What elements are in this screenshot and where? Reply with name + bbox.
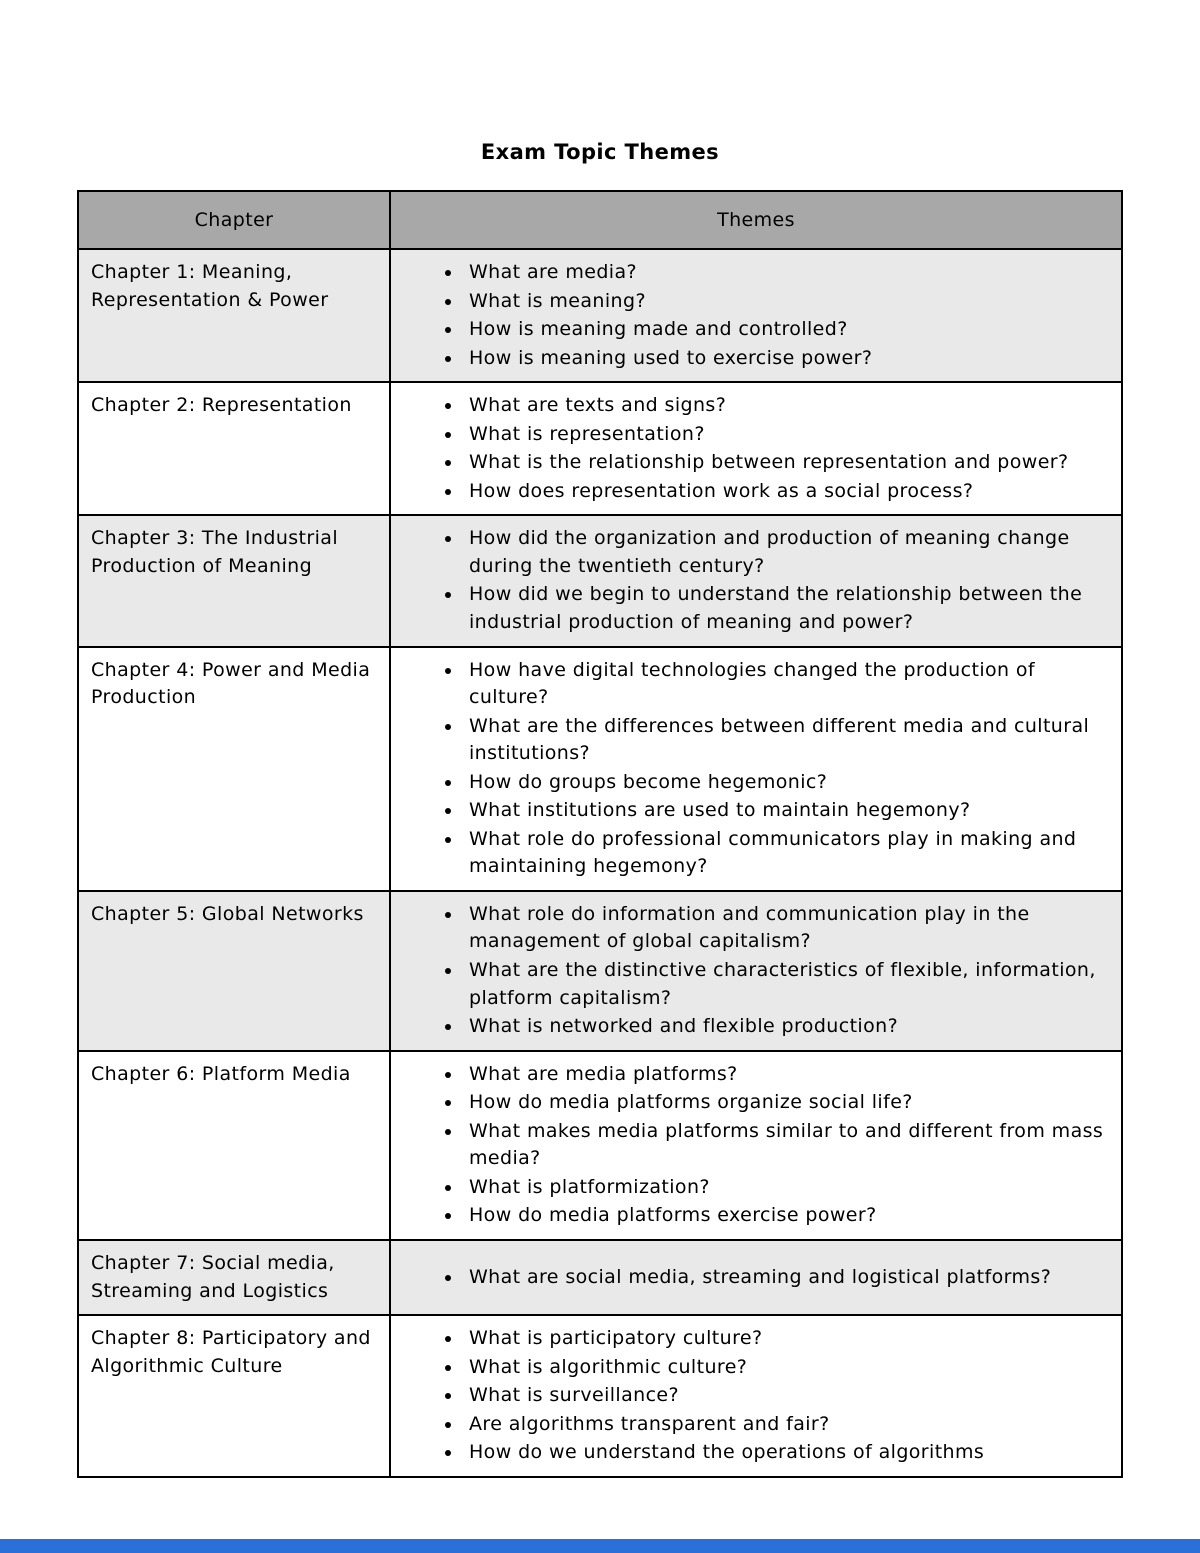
themes-cell	[390, 515, 1122, 646]
theme-item: • What is representation?	[463, 421, 1111, 449]
column-header-themes: Themes	[390, 191, 1122, 249]
chapter-cell: Chapter 8: Participatory and Algorithmic Culture	[78, 1315, 390, 1477]
theme-item: • How did the organization and production of meaning change during the twentieth century?	[463, 525, 1111, 580]
table-body	[78, 249, 1122, 1477]
chapter-cell: Chapter 7: Social media, Streaming and Logistics	[78, 1240, 390, 1315]
theme-item: • How does representation work as a social process?	[463, 478, 1111, 506]
table-row	[78, 1315, 1122, 1477]
table-row	[78, 647, 1122, 891]
theme-item: • What is surveillance?	[463, 1382, 1111, 1410]
theme-item: • How do media platforms exercise power?	[463, 1202, 1111, 1230]
theme-item: • What are media?	[463, 259, 1111, 287]
theme-item: • What is participatory culture?	[463, 1325, 1111, 1353]
theme-item: • How do media platforms organize social life?	[463, 1089, 1111, 1117]
table-row	[78, 1051, 1122, 1240]
themes-list	[391, 259, 1111, 372]
table-row	[78, 1240, 1122, 1315]
table-row	[78, 382, 1122, 515]
table-header	[78, 191, 1122, 249]
theme-item: • Are algorithms transparent and fair?	[463, 1411, 1111, 1439]
themes-list	[391, 392, 1111, 505]
theme-item: • How is meaning used to exercise power?	[463, 345, 1111, 373]
theme-item: • What is meaning?	[463, 288, 1111, 316]
theme-item: • What is algorithmic culture?	[463, 1354, 1111, 1382]
theme-item: • What makes media platforms similar to and different from mass media?	[463, 1118, 1111, 1173]
themes-list	[391, 1325, 1111, 1467]
themes-list	[391, 901, 1111, 1041]
theme-item: • How is meaning made and controlled?	[463, 316, 1111, 344]
themes-cell	[390, 891, 1122, 1051]
exam-topic-themes-table	[77, 190, 1123, 1478]
theme-item: • What are the differences between different media and cultural institutions?	[463, 713, 1111, 768]
themes-cell	[390, 249, 1122, 382]
table-row	[78, 249, 1122, 382]
chapter-cell: Chapter 3: The Industrial Production of Meaning	[78, 515, 390, 646]
chapter-cell: Chapter 2: Representation	[78, 382, 390, 515]
themes-list	[391, 1061, 1111, 1230]
theme-item: • How did we begin to understand the relationship between the industrial production of meaning and power?	[463, 581, 1111, 636]
themes-cell	[390, 382, 1122, 515]
theme-item: • What are social media, streaming and logistical platforms?	[463, 1264, 1111, 1292]
theme-item: • What is networked and flexible production?	[463, 1013, 1111, 1041]
theme-item: • What institutions are used to maintain hegemony?	[463, 797, 1111, 825]
themes-list	[391, 525, 1111, 636]
chapter-cell: Chapter 5: Global Networks	[78, 891, 390, 1051]
page-title: Exam Topic Themes	[480, 140, 720, 164]
theme-item: • What role do professional communicators play in making and maintaining hegemony?	[463, 826, 1111, 881]
theme-item: • What is platformization?	[463, 1174, 1111, 1202]
themes-cell	[390, 647, 1122, 891]
theme-item: • What are media platforms?	[463, 1061, 1111, 1089]
theme-item: • How do groups become hegemonic?	[463, 769, 1111, 797]
themes-cell	[390, 1051, 1122, 1240]
theme-item: • What is the relationship between representation and power?	[463, 449, 1111, 477]
theme-item: • What role do information and communication play in the management of global capitalism?	[463, 901, 1111, 956]
footer-bar	[0, 1539, 1200, 1553]
themes-cell	[390, 1240, 1122, 1315]
themes-cell	[390, 1315, 1122, 1477]
table-row	[78, 891, 1122, 1051]
themes-list	[391, 657, 1111, 881]
chapter-cell: Chapter 4: Power and Media Production	[78, 647, 390, 891]
chapter-cell: Chapter 1: Meaning, Representation & Power	[78, 249, 390, 382]
column-header-chapter: Chapter	[78, 191, 390, 249]
table-row	[78, 515, 1122, 646]
theme-item: • How do we understand the operations of algorithms	[463, 1439, 1111, 1467]
theme-item: • What are the distinctive characteristics of flexible, information, platform capitalism?	[463, 957, 1111, 1012]
themes-list	[391, 1264, 1111, 1292]
theme-item: • What are texts and signs?	[463, 392, 1111, 420]
theme-item: • How have digital technologies changed the production of culture?	[463, 657, 1111, 712]
chapter-cell: Chapter 6: Platform Media	[78, 1051, 390, 1240]
